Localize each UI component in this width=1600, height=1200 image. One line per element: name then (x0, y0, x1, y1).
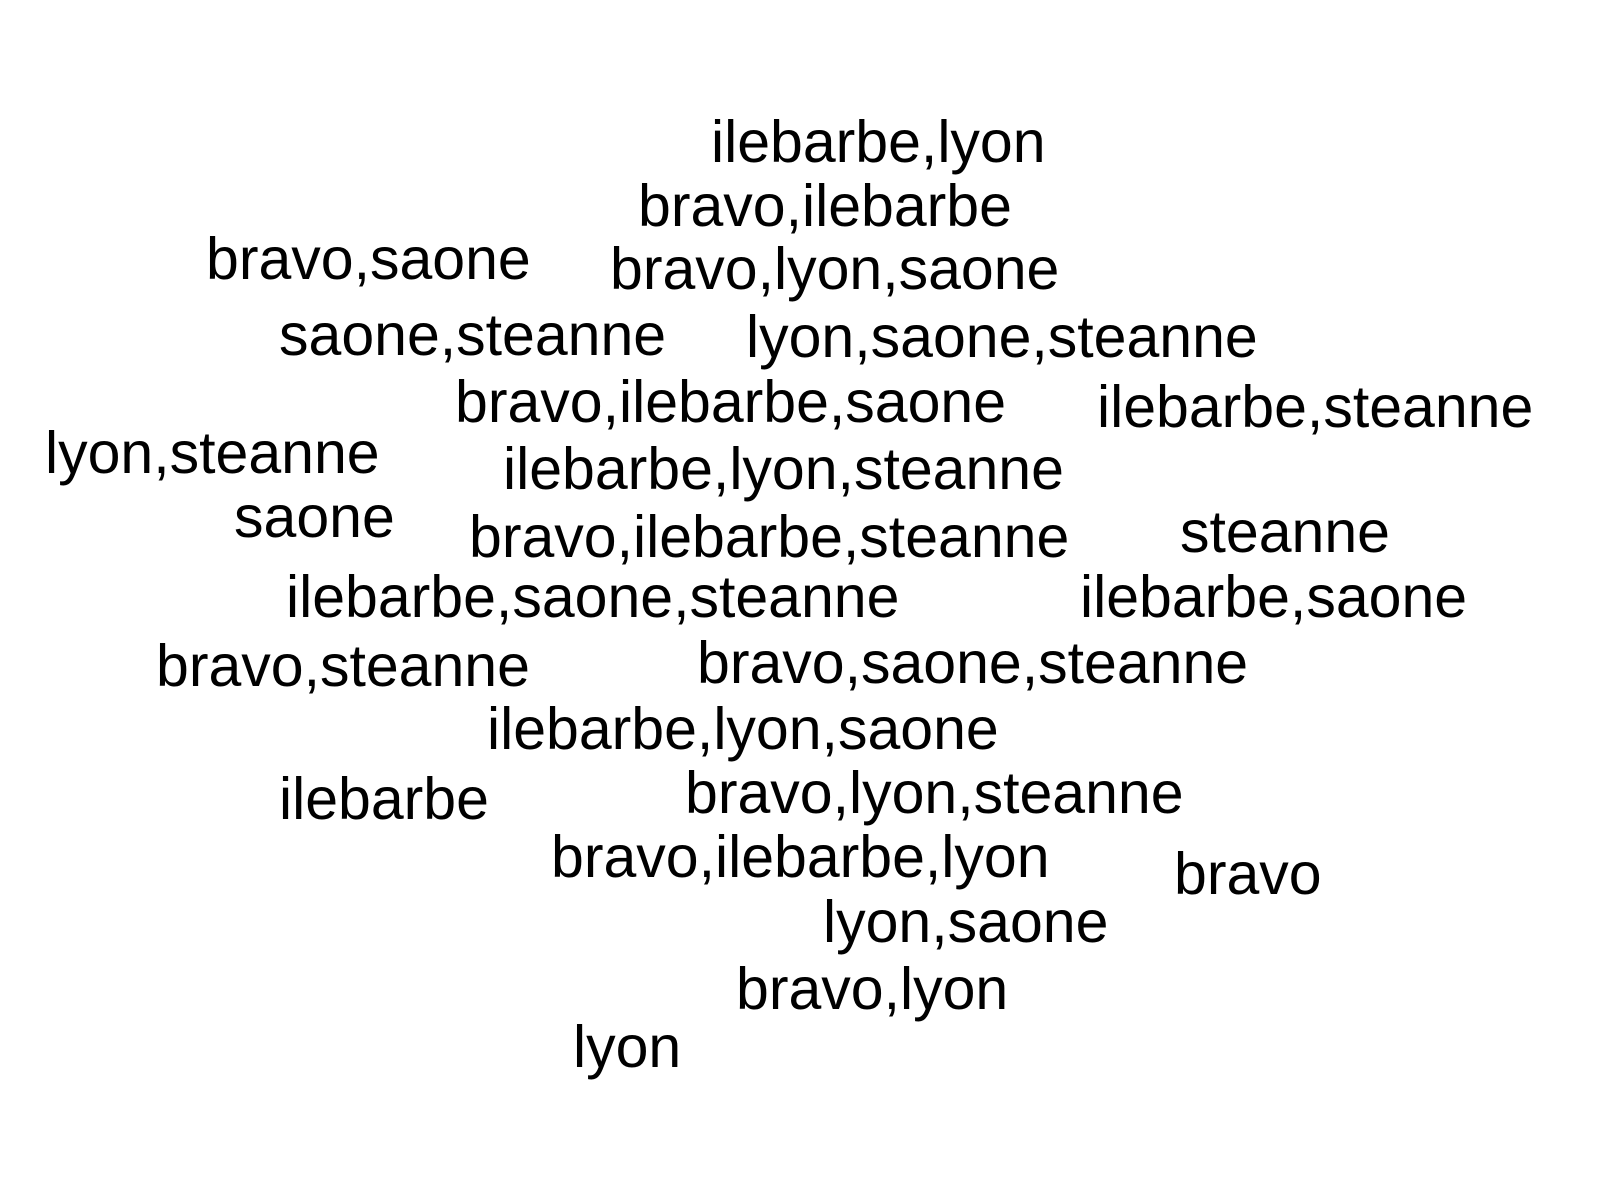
label-steanne: steanne (1180, 499, 1390, 565)
label-bravo-ilebarbe: bravo,ilebarbe (638, 173, 1012, 239)
label-ilebarbe: ilebarbe (279, 766, 489, 832)
label-lyon-steanne: lyon,steanne (45, 420, 380, 486)
label-ilebarbe-lyon-saone: ilebarbe,lyon,saone (487, 696, 999, 762)
label-bravo-ilebarbe-steanne: bravo,ilebarbe,steanne (469, 504, 1070, 570)
label-ilebarbe-lyon: ilebarbe,lyon (711, 109, 1046, 175)
label-bravo-lyon-steanne: bravo,lyon,steanne (685, 760, 1184, 826)
label-bravo-lyon-saone: bravo,lyon,saone (610, 236, 1060, 302)
label-bravo-saone-steanne: bravo,saone,steanne (697, 630, 1249, 696)
label-lyon-saone-steanne: lyon,saone,steanne (746, 304, 1258, 370)
label-bravo-ilebarbe-saone: bravo,ilebarbe,saone (455, 369, 1007, 435)
label-lyon-saone: lyon,saone (823, 889, 1109, 955)
label-saone: saone (234, 484, 395, 550)
label-ilebarbe-saone-steanne: ilebarbe,saone,steanne (286, 564, 900, 630)
label-bravo-saone: bravo,saone (206, 226, 531, 292)
label-bravo-lyon: bravo,lyon (736, 956, 1009, 1022)
label-ilebarbe-saone: ilebarbe,saone (1080, 564, 1468, 630)
label-bravo-steanne: bravo,steanne (156, 633, 530, 699)
label-bravo: bravo (1174, 841, 1322, 907)
label-saone-steanne: saone,steanne (279, 302, 667, 368)
label-ilebarbe-steanne: ilebarbe,steanne (1097, 374, 1534, 440)
label-lyon: lyon (573, 1014, 682, 1080)
label-ilebarbe-lyon-steanne: ilebarbe,lyon,steanne (503, 436, 1064, 502)
label-bravo-ilebarbe-lyon: bravo,ilebarbe,lyon (551, 824, 1050, 890)
